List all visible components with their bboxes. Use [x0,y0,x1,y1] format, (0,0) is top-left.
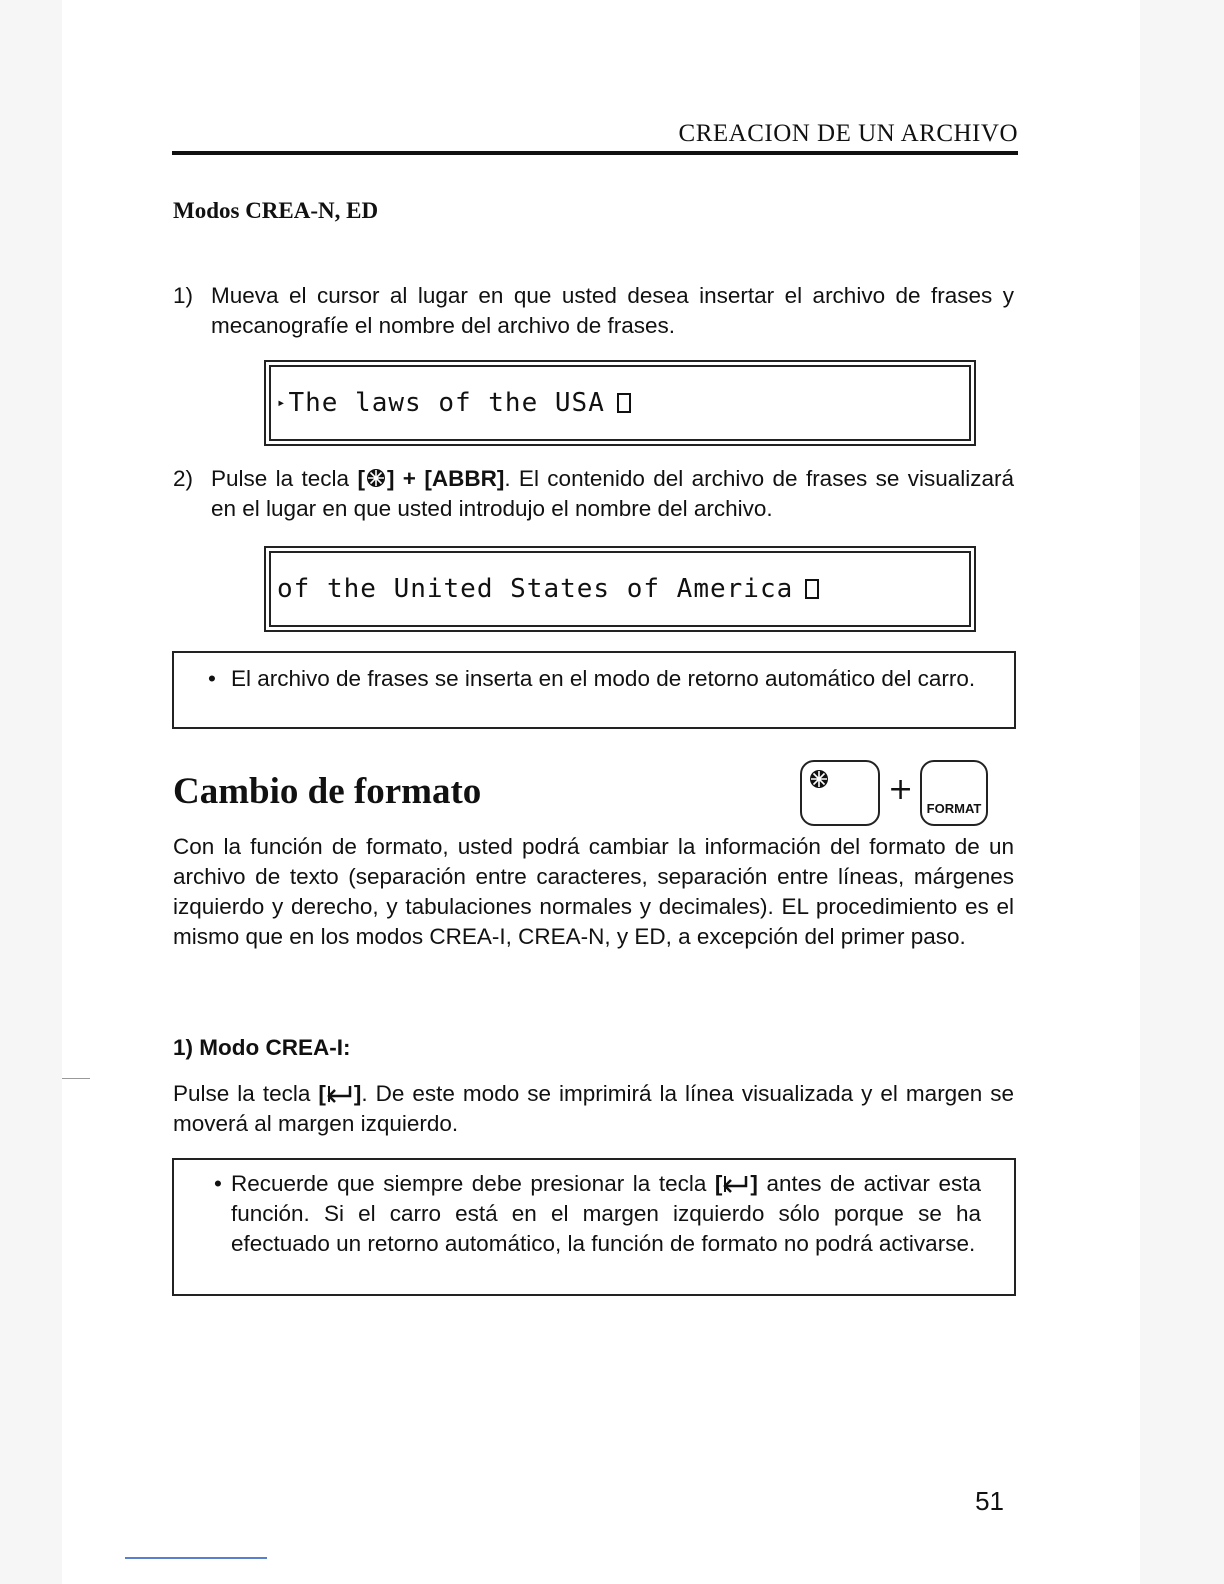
bullet: • [214,1171,222,1196]
snowflake-icon [365,467,387,489]
code-key-icon [800,760,880,826]
mode-1-text [173,1079,1014,1139]
lcd-cursor-icon [805,579,819,599]
bottom-line [125,1557,267,1559]
return-key-close: ] [750,1171,758,1196]
intro-paragraph: Con la función de formato, usted podrá cambiar la información del formato de un archivo de texto (separación entre caracteres, separación entre líneas, márgenes izquierdo y derecho, y tabulaciones normales y decimales). EL procedimiento es el mismo que en los modos CREA-I, CREA-N, y ED, a excepción del primer paso. [173,834,1014,949]
note-1-text: El archivo de frases se inserta en el modo de retorno automático del carro. [231,666,976,691]
abbr-key-ref: [ABBR] [424,466,505,491]
plus-sign: + [394,466,425,491]
code-key-ref [357,466,394,491]
mode-1-heading: 1) Modo CREA-I: [173,1035,351,1060]
plus-sign: + [888,772,914,807]
bullet: • [208,666,216,691]
note-box-1 [172,651,1016,729]
return-key-close: ] [353,1081,362,1106]
step-2-text-after: . El contenido del archivo de frases se visualizará en el lugar en que usted introdujo el nombre del archivo. [211,466,1015,521]
step-2-number: 2) [173,466,194,491]
format-key-icon [920,760,988,826]
mode-1-text-before: Pulse la tecla [173,1081,319,1106]
step-1-number: 1) [173,283,194,308]
note-box-2 [172,1158,1016,1296]
lcd-display-2 [264,546,976,632]
format-key-label: FORMAT [926,801,982,816]
lcd-display-1 [264,360,976,446]
subheading: Modos CREA-N, ED [173,198,379,223]
return-key-open: [ [714,1171,723,1196]
lcd-1-text: The laws of the USA [288,388,605,418]
margin-tick [62,1078,90,1079]
note-2-text [231,1169,981,1259]
code-key-close: ] [386,466,395,491]
section-title: Cambio de formato [173,771,482,812]
page-number: 51 [975,1486,1004,1516]
note-2-text-before: Recuerde que siempre debe presionar la tecla [231,1171,715,1196]
running-header: CREACION DE UN ARCHIVO [678,120,1018,147]
note-2-text-after: antes de activar esta función. Si el carro está en el margen izquierdo sólo porque se ha efectuado un retorno automático, la función de formato no podrá activarse. [231,1171,981,1256]
return-key-open: [ [318,1081,326,1106]
lcd-prompt-icon: ▸ [277,395,287,411]
lcd-cursor-icon [617,393,631,413]
return-arrow-icon [722,1174,750,1194]
return-key-ref [318,1081,361,1106]
return-arrow-icon [326,1084,354,1104]
header-rule [172,151,1018,155]
lcd-2-text: of the United States of America [277,574,794,604]
mode-1-text-after: . De este modo se imprimirá la línea visualizada y el margen se moverá al margen izquierdo. [173,1081,1014,1136]
step-1-text: Mueva el cursor al lugar en que usted desea insertar el archivo de frases y mecanografíe el nombre del archivo de frases. [211,283,1014,338]
snowflake-icon [808,768,830,790]
step-2-text [211,464,1014,524]
step-2-text-before: Pulse la tecla [211,466,358,491]
code-key-open: [ [357,466,365,491]
return-key-ref [715,1171,758,1196]
